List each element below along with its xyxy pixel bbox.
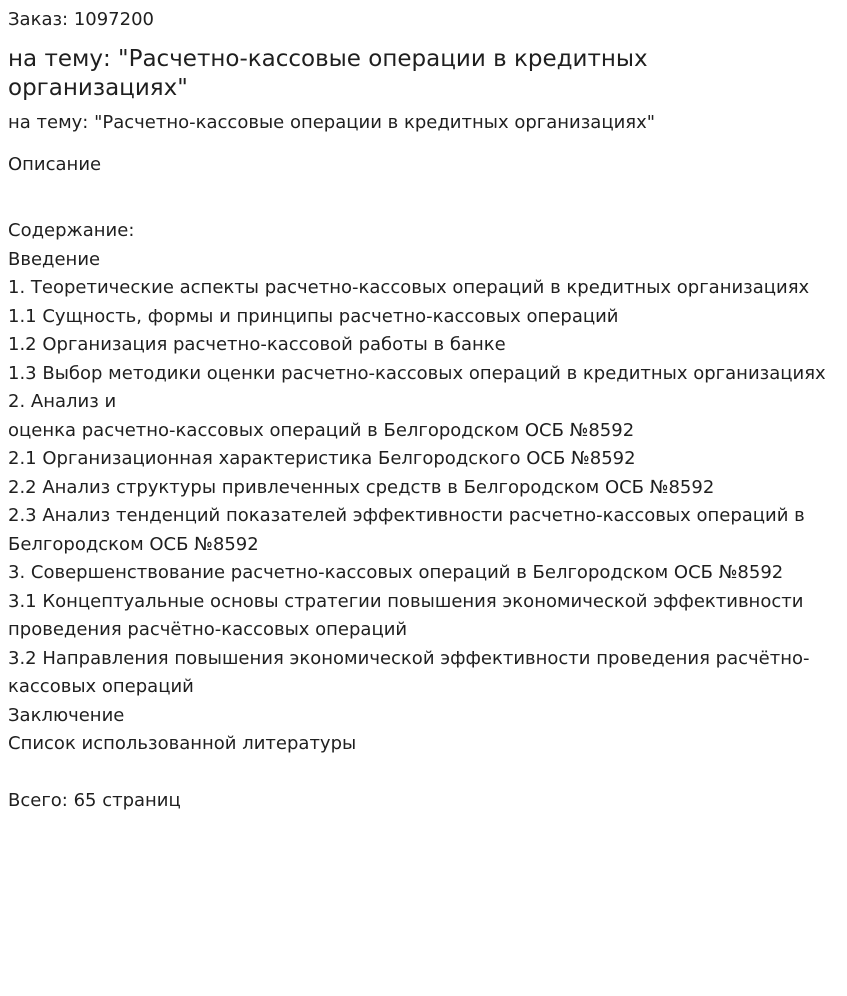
toc-item: 3. Совершенствование расчетно-кассовых операций в Белгородском ОСБ №8592 [8,562,784,583]
toc-item: 1.1 Сущность, формы и принципы расчетно-кассовых операций [8,305,619,327]
contents-label: Содержание: [8,220,135,241]
toc-item: 2. Анализ и [8,391,117,412]
toc-item: 3.1 Концептуальные основы стратегии повышения экономической эффективности проведения расчётно-кассовых операций [8,590,804,640]
toc-item: 2.2 Анализ структуры привлеченных средств в Белгородском ОСБ №8592 [8,476,715,498]
toc-item: 1.2 Организация расчетно-кассовой работы в банке [8,334,506,355]
toc-item: Заключение [8,704,125,726]
toc-item: оценка расчетно-кассовых операций в Белгородском ОСБ №8592 [8,419,635,441]
toc-item: 3.2 Направления повышения экономической эффективности проведения расчётно-кассовых операций [8,647,810,697]
description-heading: Описание [8,154,102,175]
toc-item: 1.3 Выбор методики оценки расчетно-кассовых операций в кредитных организациях [8,362,826,384]
order-number: Заказ: 1097200 [8,9,154,30]
toc-item: 1. Теоретические аспекты расчетно-кассовых операций в кредитных организациях [8,277,810,298]
page-subtitle: на тему: "Расчетно-кассовые операции в кредитных организациях" [8,112,656,133]
toc-item: Список использованной литературы [8,733,357,754]
page-title: на тему: "Расчетно-кассовые операции в кредитных организациях" [8,46,648,101]
table-of-contents [8,217,839,759]
toc-item: Введение [8,248,101,270]
toc-item: 2.1 Организационная характеристика Белгородского ОСБ №8592 [8,448,636,469]
toc-item: 2.3 Анализ тенденций показателей эффективности расчетно-кассовых операций в Белгородском ОСБ №8592 [8,505,805,555]
total-pages: Всего: 65 страниц [8,790,181,811]
